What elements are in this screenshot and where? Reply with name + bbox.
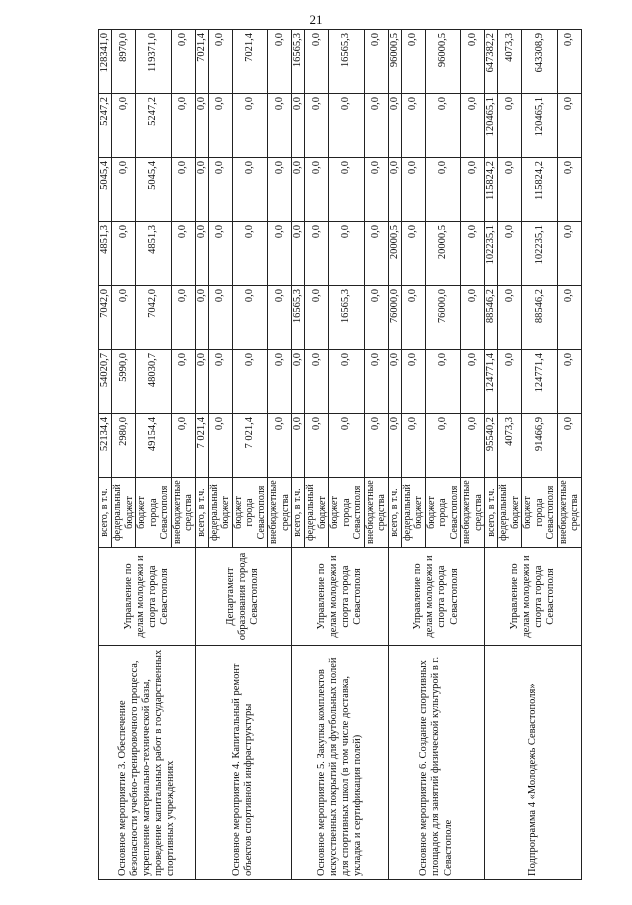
- amount-cell: 0,0: [305, 350, 329, 414]
- amount-cell: 88546,2: [485, 286, 498, 350]
- amount-cell: 0,0: [232, 158, 268, 222]
- amount-cell: 0,0: [305, 30, 329, 94]
- amount-cell: 4851,3: [136, 222, 172, 286]
- amount-cell: 120465,1: [485, 94, 498, 158]
- amount-cell: 0,0: [498, 286, 522, 350]
- amount-cell: 20000,5: [388, 222, 401, 286]
- amount-cell: 128341,0: [99, 30, 112, 94]
- amount-cell: 0,0: [329, 222, 365, 286]
- rotated-table-sheet: [98, 30, 581, 880]
- amount-cell: 16565,3: [292, 30, 305, 94]
- amount-cell: 7042,0: [99, 286, 112, 350]
- amount-cell: 0,0: [268, 30, 292, 94]
- amount-cell: 119371,0: [136, 30, 172, 94]
- amount-cell: 0,0: [364, 222, 388, 286]
- amount-cell: 16565,3: [329, 30, 365, 94]
- amount-cell: 0,0: [557, 286, 581, 350]
- amount-cell: 0,0: [364, 350, 388, 414]
- executor-cell: Управление по делам молодежи и спорта города Севастополя: [292, 548, 389, 646]
- amount-cell: 20000,5: [425, 222, 461, 286]
- funding-source-cell: всего, в т.ч.: [292, 478, 305, 548]
- amount-cell: 0,0: [305, 222, 329, 286]
- funding-source-cell: бюджет города Севастополя: [522, 478, 558, 548]
- funding-source-cell: внебюджетные средства: [364, 478, 388, 548]
- amount-cell: 0,0: [401, 414, 425, 478]
- amount-cell: 102235,1: [522, 222, 558, 286]
- amount-cell: 0,0: [232, 286, 268, 350]
- amount-cell: 0,0: [171, 158, 195, 222]
- amount-cell: 0,0: [364, 158, 388, 222]
- amount-cell: 4073,3: [498, 30, 522, 94]
- amount-cell: 0,0: [329, 94, 365, 158]
- event-name-cell: Подпрограмма 4 «Молодежь Севастополя»: [485, 646, 582, 880]
- funding-source-cell: всего, в т.ч.: [485, 478, 498, 548]
- funding-source-cell: всего, в т.ч.: [388, 478, 401, 548]
- amount-cell: 0,0: [268, 414, 292, 478]
- amount-cell: 0,0: [268, 94, 292, 158]
- amount-cell: 7042,0: [136, 286, 172, 350]
- amount-cell: 0,0: [461, 30, 485, 94]
- amount-cell: 0,0: [208, 158, 232, 222]
- page-number: 21: [309, 12, 323, 27]
- executor-cell: Департамент образования города Севастополя: [195, 548, 292, 646]
- amount-cell: 5247,2: [99, 94, 112, 158]
- amount-cell: 0,0: [112, 286, 136, 350]
- amount-cell: 0,0: [425, 158, 461, 222]
- amount-cell: 124771,4: [522, 350, 558, 414]
- amount-cell: 0,0: [498, 222, 522, 286]
- amount-cell: 0,0: [329, 414, 365, 478]
- amount-cell: 0,0: [364, 30, 388, 94]
- table-row: [99, 30, 112, 880]
- amount-cell: 91466,9: [522, 414, 558, 478]
- amount-cell: 52134,4: [99, 414, 112, 478]
- amount-cell: 0,0: [268, 350, 292, 414]
- amount-cell: 0,0: [557, 94, 581, 158]
- amount-cell: 0,0: [208, 414, 232, 478]
- amount-cell: 0,0: [208, 222, 232, 286]
- event-name-cell: Основное мероприятие 5. Закупка комплектов искусственных покрытий для футбольных полей для спортивных школ (в том числе доставка, укладка и сертификация полей): [292, 646, 389, 880]
- amount-cell: 96000,5: [425, 30, 461, 94]
- amount-cell: 0,0: [364, 414, 388, 478]
- amount-cell: 0,0: [388, 350, 401, 414]
- funding-source-cell: внебюджетные средства: [171, 478, 195, 548]
- amount-cell: 0,0: [461, 94, 485, 158]
- amount-cell: 8970,0: [112, 30, 136, 94]
- amount-cell: 54020,7: [99, 350, 112, 414]
- amount-cell: 0,0: [195, 350, 208, 414]
- amount-cell: 0,0: [401, 158, 425, 222]
- amount-cell: 0,0: [329, 350, 365, 414]
- funding-source-cell: внебюджетные средства: [557, 478, 581, 548]
- amount-cell: 2980,0: [112, 414, 136, 478]
- event-name-cell: Основное мероприятие 3. Обеспечение безопасности учебно-тренировочного процесса, укрепление материально-технической базы, проведение капитальных работ в государственных спортивных учреждениях: [99, 646, 196, 880]
- amount-cell: 0,0: [461, 350, 485, 414]
- amount-cell: 7021,4: [232, 30, 268, 94]
- amount-cell: 4073,3: [498, 414, 522, 478]
- amount-cell: 0,0: [171, 30, 195, 94]
- amount-cell: 0,0: [208, 94, 232, 158]
- amount-cell: 0,0: [292, 222, 305, 286]
- amount-cell: 88546,2: [522, 286, 558, 350]
- amount-cell: 0,0: [171, 350, 195, 414]
- funding-source-cell: внебюджетные средства: [268, 478, 292, 548]
- amount-cell: 0,0: [208, 30, 232, 94]
- amount-cell: 7 021,4: [195, 414, 208, 478]
- amount-cell: 0,0: [195, 94, 208, 158]
- amount-cell: 0,0: [557, 222, 581, 286]
- table-row: [195, 30, 208, 880]
- amount-cell: 0,0: [292, 158, 305, 222]
- funding-source-cell: бюджет города Севастополя: [136, 478, 172, 548]
- event-name-cell: Основное мероприятие 6. Создание спортивных площадок для занятий физической культурой в г. Севастополе: [388, 646, 485, 880]
- funding-source-cell: бюджет города Севастополя: [329, 478, 365, 548]
- amount-cell: 0,0: [208, 350, 232, 414]
- amount-cell: 0,0: [292, 94, 305, 158]
- amount-cell: 4851,3: [99, 222, 112, 286]
- amount-cell: 0,0: [171, 414, 195, 478]
- amount-cell: 0,0: [461, 222, 485, 286]
- amount-cell: 0,0: [401, 286, 425, 350]
- table-row: [485, 30, 498, 880]
- amount-cell: 0,0: [112, 158, 136, 222]
- amount-cell: 0,0: [401, 94, 425, 158]
- amount-cell: 0,0: [112, 94, 136, 158]
- amount-cell: 0,0: [232, 222, 268, 286]
- funding-source-cell: федеральный бюджет: [401, 478, 425, 548]
- amount-cell: 0,0: [461, 158, 485, 222]
- amount-cell: 96000,5: [388, 30, 401, 94]
- amount-cell: 0,0: [364, 286, 388, 350]
- amount-cell: 0,0: [401, 350, 425, 414]
- amount-cell: 0,0: [557, 30, 581, 94]
- budget-table: [98, 29, 582, 880]
- amount-cell: 5247,2: [136, 94, 172, 158]
- amount-cell: 0,0: [305, 158, 329, 222]
- amount-cell: 76000,0: [425, 286, 461, 350]
- amount-cell: 0,0: [425, 94, 461, 158]
- funding-source-cell: федеральный бюджет: [498, 478, 522, 548]
- amount-cell: 16565,3: [292, 286, 305, 350]
- amount-cell: 0,0: [364, 94, 388, 158]
- amount-cell: 0,0: [292, 350, 305, 414]
- amount-cell: 0,0: [388, 414, 401, 478]
- amount-cell: 0,0: [171, 222, 195, 286]
- amount-cell: 115824,2: [485, 158, 498, 222]
- amount-cell: 5990,0: [112, 350, 136, 414]
- amount-cell: 0,0: [268, 158, 292, 222]
- funding-source-cell: внебюджетные средства: [461, 478, 485, 548]
- amount-cell: 0,0: [195, 222, 208, 286]
- funding-source-cell: бюджет города Севастополя: [425, 478, 461, 548]
- amount-cell: 7021,4: [195, 30, 208, 94]
- amount-cell: 0,0: [401, 30, 425, 94]
- amount-cell: 0,0: [388, 158, 401, 222]
- table-row: [388, 30, 401, 880]
- amount-cell: 0,0: [232, 94, 268, 158]
- funding-source-cell: федеральный бюджет: [112, 478, 136, 548]
- funding-source-cell: федеральный бюджет: [305, 478, 329, 548]
- amount-cell: 102235,1: [485, 222, 498, 286]
- amount-cell: 0,0: [208, 286, 232, 350]
- amount-cell: 0,0: [557, 414, 581, 478]
- funding-source-cell: всего, в т.ч.: [99, 478, 112, 548]
- amount-cell: 115824,2: [522, 158, 558, 222]
- executor-cell: Управление по делам молодежи и спорта города Севастополя: [99, 548, 196, 646]
- amount-cell: 16565,3: [329, 286, 365, 350]
- amount-cell: 0,0: [305, 414, 329, 478]
- amount-cell: 0,0: [268, 222, 292, 286]
- amount-cell: 0,0: [329, 158, 365, 222]
- amount-cell: 0,0: [388, 94, 401, 158]
- amount-cell: 0,0: [498, 350, 522, 414]
- amount-cell: 49154,4: [136, 414, 172, 478]
- amount-cell: 76000,0: [388, 286, 401, 350]
- funding-source-cell: федеральный бюджет: [208, 478, 232, 548]
- amount-cell: 0,0: [557, 158, 581, 222]
- amount-cell: 0,0: [112, 222, 136, 286]
- amount-cell: 0,0: [232, 350, 268, 414]
- amount-cell: 0,0: [268, 286, 292, 350]
- amount-cell: 48030,7: [136, 350, 172, 414]
- amount-cell: 0,0: [305, 94, 329, 158]
- amount-cell: 7 021,4: [232, 414, 268, 478]
- amount-cell: 0,0: [461, 414, 485, 478]
- amount-cell: 124771,4: [485, 350, 498, 414]
- amount-cell: 647382,2: [485, 30, 498, 94]
- amount-cell: 0,0: [292, 414, 305, 478]
- amount-cell: 5045,4: [99, 158, 112, 222]
- table-row: [292, 30, 305, 880]
- executor-cell: Управление по делам молодежи и спорта города Севастополя: [388, 548, 485, 646]
- funding-source-cell: всего, в т.ч.: [195, 478, 208, 548]
- amount-cell: 120465,1: [522, 94, 558, 158]
- funding-source-cell: бюджет города Севастополя: [232, 478, 268, 548]
- amount-cell: 0,0: [425, 350, 461, 414]
- amount-cell: 0,0: [498, 94, 522, 158]
- amount-cell: 0,0: [401, 222, 425, 286]
- amount-cell: 5045,4: [136, 158, 172, 222]
- amount-cell: 0,0: [425, 414, 461, 478]
- amount-cell: 0,0: [171, 94, 195, 158]
- amount-cell: 0,0: [305, 286, 329, 350]
- amount-cell: 643308,9: [522, 30, 558, 94]
- amount-cell: 0,0: [171, 286, 195, 350]
- amount-cell: 0,0: [195, 158, 208, 222]
- amount-cell: 0,0: [498, 158, 522, 222]
- amount-cell: 0,0: [195, 286, 208, 350]
- executor-cell: Управление по делам молодежи и спорта города Севастополя: [485, 548, 582, 646]
- amount-cell: 95540,2: [485, 414, 498, 478]
- amount-cell: 0,0: [461, 286, 485, 350]
- event-name-cell: Основное мероприятие 4. Капитальный ремонт объектов спортивной инфраструктуры: [195, 646, 292, 880]
- amount-cell: 0,0: [557, 350, 581, 414]
